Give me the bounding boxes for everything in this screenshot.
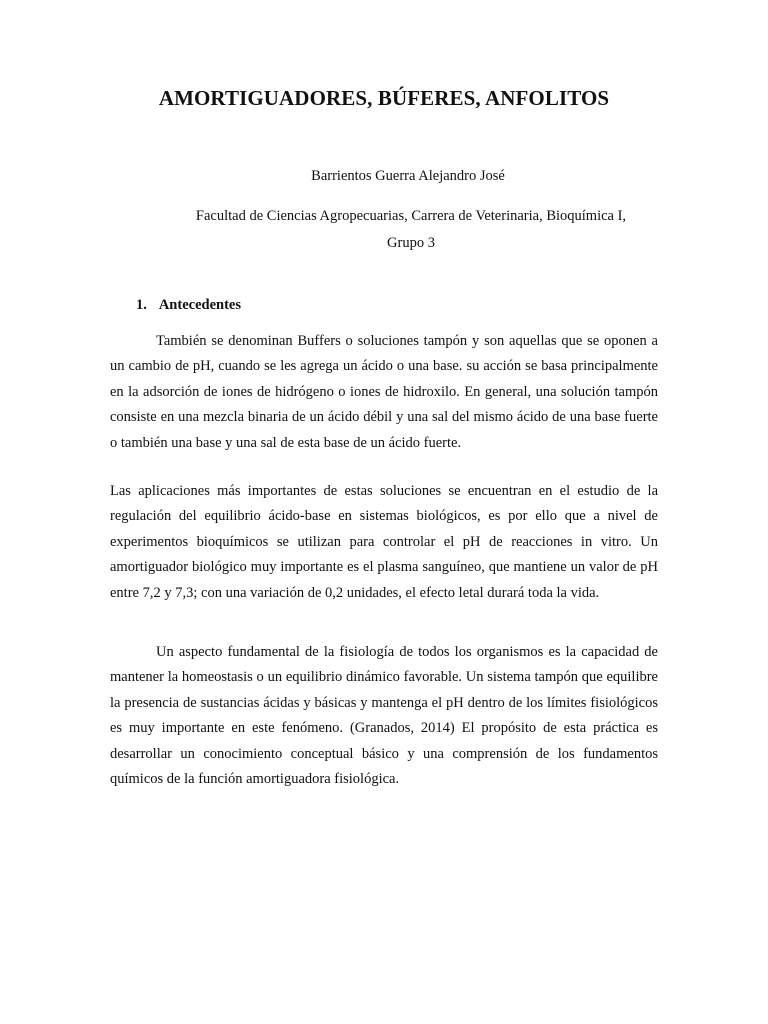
section-title: Antecedentes: [158, 297, 241, 313]
body-paragraph: Las aplicaciones más importantes de estas soluciones se encuentran en el estudio de la regulación del equilibrio ácido-base en sistemas biológicos, es por ello que a nivel de experimentos bioquímicos se utilizan para controlar el pH de reacciones in vitro. Un amortiguador biológico muy importante es el plasma sanguíneo, que mantiene un valor de pH entre 7,2 y 7,3; con una variación de 0,2 unidades, el efecto letal durará toda la vida.: [110, 483, 658, 601]
body-paragraph: Un aspecto fundamental de la fisiología de todos los organismos es la capacidad de mantener la homeostasis o un equilibrio dinámico favorable. Un sistema tampón que equilibre la presencia de sustancias ácidas y básicas y mantenga el pH dentro de los límites fisiológicos es muy importante en este fenómeno. (Granados, 2014) El propósito de esta práctica es desarrollar un conocimiento conceptual básico y una comprensión de los fundamentos químicos de la función amortiguadora fisiológica.: [110, 644, 658, 788]
section-number: 1.: [136, 297, 147, 313]
section-heading: [136, 297, 241, 314]
author-name: Barrientos Guerra Alejandro José: [311, 168, 505, 184]
document-title: AMORTIGUADORES, BÚFERES, ANFOLITOS: [158, 86, 610, 110]
body-paragraph: También se denominan Buffers o soluciones tampón y son aquellas que se oponen a un cambio de pH, cuando se les agrega un ácido o una base. su acción se basa principalmente en la adsorción de iones de hidrógeno o iones de hidroxilo. En general, una solución tampón consiste en una mezcla binaria de un ácido débil y una sal del mismo ácido de una base fuerte o también una base y una sal de esta base de un ácido fuerte.: [110, 333, 658, 451]
author-affiliation: Facultad de Ciencias Agropecuarias, Carrera de Veterinaria, Bioquímica I, Grupo 3: [195, 208, 627, 251]
